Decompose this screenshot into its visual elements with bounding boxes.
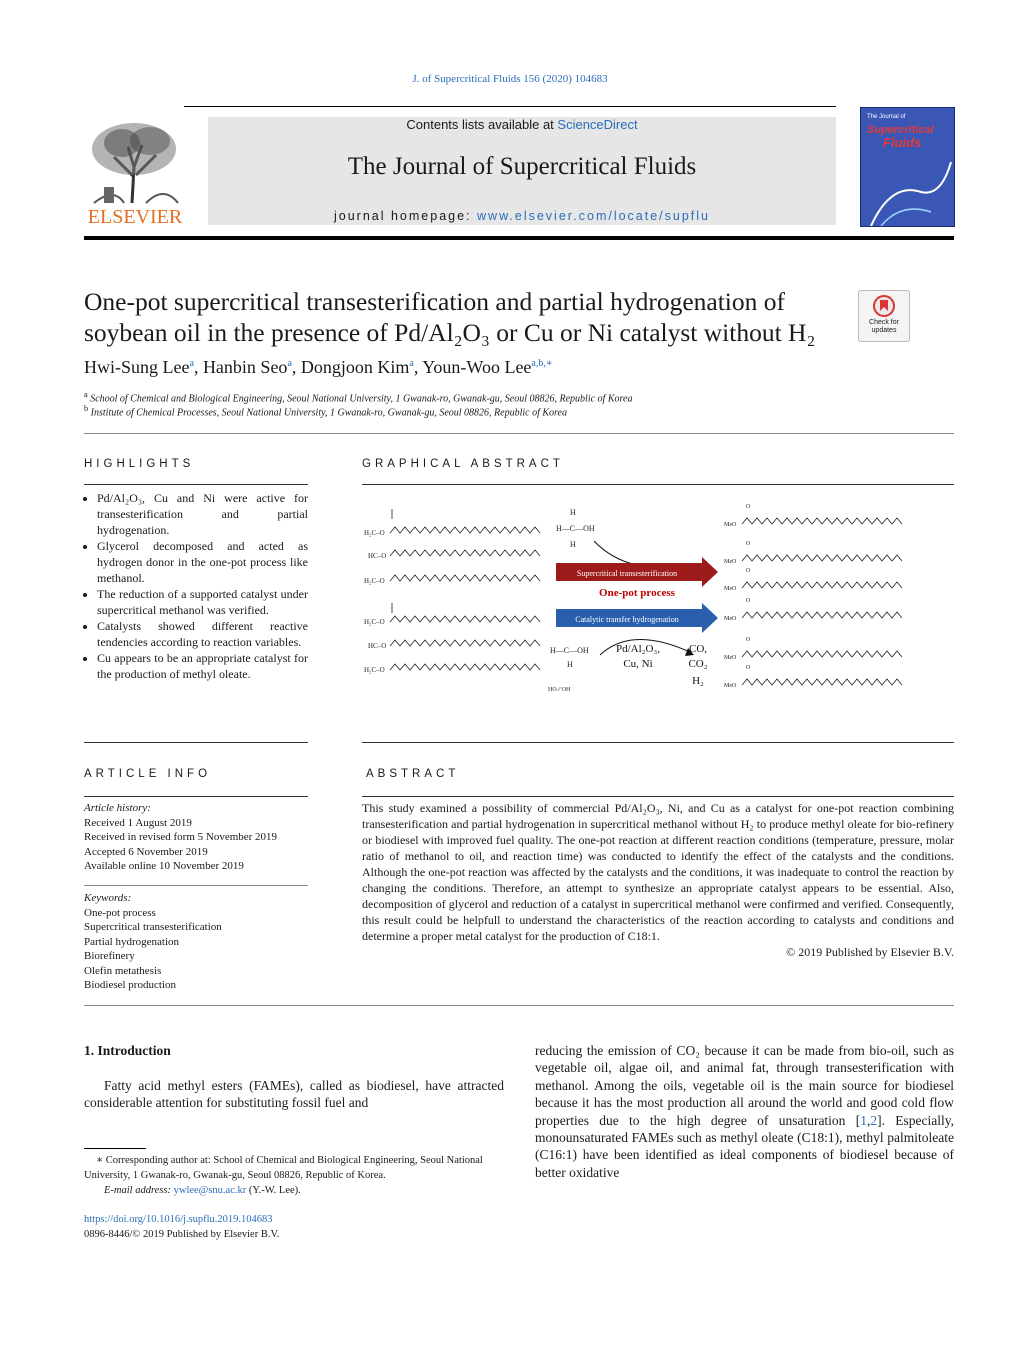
abstract-text: This study examined a possibility of commercial Pd/Al₂O₃, Ni, and Cu as a catalyst for one-pot reaction combining transesterification and partial hydrogenation in supercritical methanol without H₂ to produce methyl oleate for bio-refinery or biodiesel with improved fuel quality. The one-pot reaction at different reaction conditions (temperature, pressure, molar ratio of methanol to oil, and reaction time) was conducted to identify the effect of the catalysts and the conditions. Although the one-pot reaction was affected by the catalysts and the conditions, it was inadequate to control the reaction by changing the conditions. Therefore, an attempt to synthesize an appropriate catalyst appears to be essential. Also, decomposition of glycerol and reduction of a catalyst in supercritical methanol were confirmed and verified. Consequently, this result could be helpfull to understand the characteristics of the reaction according to catalysts and conditions and determine a proper metal catalyst for the production of C18:1. — [362, 801, 954, 943]
fame-label: MeO — [724, 616, 737, 622]
fame-chain — [742, 651, 902, 657]
fatty-chain — [390, 640, 540, 646]
fame-chain — [742, 518, 902, 524]
meoh-h: H — [570, 508, 576, 517]
check-for-updates-badge[interactable] — [858, 290, 910, 342]
email-link[interactable]: ywlee@snu.ac.kr — [173, 1185, 247, 1196]
glycerol-label: HO ⁄⁄ OH — [548, 687, 571, 693]
author-name[interactable]: Hanbin Seo — [202, 357, 288, 377]
history-item: Accepted 6 November 2019 — [84, 845, 208, 858]
journal-cover[interactable] — [860, 107, 955, 227]
author-affil-sup[interactable]: a — [287, 358, 292, 369]
title-line-2: soybean oil in the presence of Pd/Al₂O₃ or Cu or Ni catalyst without H₂ — [84, 318, 816, 347]
title-line-1: One-pot supercritical transesterification and partial hydrogenation of — [84, 287, 785, 316]
fame-label: MeO — [724, 559, 737, 565]
divider — [362, 484, 954, 485]
crossmark-line-1: Check for — [869, 319, 899, 326]
contents-prefix: Contents lists available at — [406, 117, 558, 132]
graphical-abstract-figure[interactable] — [362, 495, 954, 700]
carbonyl-o: O — [746, 504, 751, 510]
fatty-chain — [390, 616, 540, 622]
h-oh-formula: H—C—OH — [550, 646, 589, 655]
issn-line: 0896-8446/© 2019 Published by Elsevier B.V. — [84, 1229, 280, 1240]
author-name[interactable]: Hwi-Sung Lee — [84, 357, 190, 377]
history-item: Available online 10 November 2019 — [84, 860, 244, 872]
doi-block — [84, 1212, 504, 1242]
history-item: Received in revised form 5 November 2019 — [84, 831, 278, 843]
corresponding-footnote — [84, 1153, 504, 1198]
tg-label: H₂C–O — [364, 577, 385, 585]
citation-line[interactable]: J. of Supercritical Fluids 156 (2020) 104683 — [412, 73, 608, 85]
divider — [84, 433, 954, 434]
carbonyl-o: O — [746, 665, 751, 671]
intro-right-text — [535, 1042, 954, 1181]
affiliation-sup: b — [84, 404, 89, 413]
homepage-prefix: journal homepage: — [333, 209, 478, 223]
tg-label: H₂C–O — [364, 618, 385, 626]
fame-chain — [742, 582, 902, 588]
catalyst-label: Pd/Al₂O₃, — [615, 643, 661, 655]
fatty-chain — [390, 550, 540, 556]
highlights-heading: HIGHLIGHTS — [84, 458, 195, 470]
catalyst-label: Cu, Ni — [623, 658, 653, 670]
keyword: Biorefinery — [84, 950, 135, 962]
carbonyl-o: O — [746, 598, 751, 604]
article-title — [84, 286, 844, 348]
intro-text-part: reducing the emission of CO₂ because it can be made from bio-oil, such as vegetable oil, algae oil, and animal fat, through transesterification with methanol. Among the oils, vegetable oil is the main source for biodiesel because it has the most production all around the world and good cold flow properties due to the high degree of unsaturation [ — [535, 1043, 954, 1128]
journal-title: The Journal of Supercritical Fluids — [347, 153, 697, 180]
homepage-link[interactable]: www.elsevier.com/locate/supflu — [477, 209, 711, 223]
sciencedirect-link[interactable]: ScienceDirect — [557, 117, 638, 132]
ref-link[interactable]: 1 — [860, 1112, 867, 1128]
fame-label: MeO — [724, 683, 737, 689]
author-name[interactable]: Youn-Woo Lee — [422, 357, 532, 377]
carbonyl-o: O — [746, 637, 751, 643]
email-label: E-mail address: — [104, 1185, 174, 1196]
keyword: Biodiesel production — [84, 979, 176, 991]
divider — [362, 742, 954, 743]
abstract-heading: ABSTRACT — [366, 768, 460, 780]
article-info-heading: ARTICLE INFO — [84, 768, 212, 780]
divider — [84, 742, 308, 743]
author-name[interactable]: Dongjoon Kim — [300, 357, 410, 377]
carbonyl-o: O — [746, 568, 751, 574]
email-suffix: (Y.-W. Lee). — [246, 1185, 301, 1196]
tg-label: H₂C–O — [364, 529, 385, 537]
affiliation-sup: a — [84, 390, 88, 399]
crossmark-line-2: updates — [871, 327, 897, 334]
article-history — [84, 801, 277, 874]
one-pot-label: One-pot process — [599, 587, 675, 599]
ref-separator: , — [866, 1112, 871, 1128]
h-atom: H — [567, 660, 573, 669]
divider — [84, 796, 308, 797]
gas-label: H₂ — [692, 675, 704, 687]
footnote-rule — [84, 1148, 146, 1149]
intro-left-text: Fatty acid methyl esters (FAMEs), called as biodiesel, have attracted considerable attention for substituting fossil fuel and — [84, 1078, 504, 1111]
fame-label: MeO — [724, 655, 737, 661]
fatty-chain — [390, 664, 540, 670]
author-affil-sup[interactable]: a — [189, 358, 194, 369]
divider — [84, 885, 308, 886]
meoh-formula: H—C—OH — [556, 524, 595, 533]
affiliation-a — [84, 390, 632, 404]
tg-label: HC–O — [368, 552, 387, 560]
hydrogenation-label: Catalytic transfer hydrogenation — [575, 615, 679, 624]
fame-labels — [724, 522, 737, 689]
affiliation-b — [84, 404, 567, 418]
tg-label: HC–O — [368, 642, 387, 650]
fame-label: MeO — [724, 522, 737, 528]
fame-label: MeO — [724, 586, 737, 592]
intro-text-part: ]. Especially, monounsaturated FAMEs such as methyl oleate (C18:1), methyl palmitoleate (C16:1) have been identified as ideal components of biodiesel because of better oxidative — [535, 1112, 954, 1180]
divider — [84, 484, 308, 485]
triglyceride-labels — [364, 529, 386, 674]
fame-chains — [742, 518, 902, 685]
journal-homepage — [208, 209, 836, 223]
highlight-item: • Catalysts showed different reactive tendencies according to reaction variables. — [97, 618, 308, 650]
abstract-body — [362, 800, 954, 960]
cover-subtitle: The Journal of — [867, 114, 906, 120]
gas-label: CO, — [688, 643, 708, 655]
fame-chain — [742, 555, 902, 561]
keyword: Supercritical transesterification — [84, 921, 222, 933]
abstract-copyright: © 2019 Published by Elsevier B.V. — [786, 945, 954, 959]
author-affil-sup[interactable]: a — [409, 358, 414, 369]
highlights-list — [84, 490, 308, 682]
header-thick-rule — [84, 236, 954, 240]
highlight-item: • Pd/Al₂O₃, Cu and Ni were active for transesterification and partial hydrogenation. — [97, 490, 308, 538]
affiliation-text: School of Chemical and Biological Engineering, Seoul National University, 1 Gwanak-ro, Gwanak-gu, Seoul 08826, Republic of Korea — [90, 393, 633, 405]
fatty-chain — [390, 527, 540, 533]
fame-chain — [742, 679, 902, 685]
elsevier-wordmark: ELSEVIER — [87, 206, 183, 228]
highlight-item: • The reduction of a supported catalyst under supercritical methanol was verified. — [97, 586, 308, 618]
contents-line — [208, 117, 836, 132]
divider — [362, 796, 954, 797]
transesterification-label: Supercritical transesterification — [576, 569, 678, 578]
cover-title-2: Fluids — [883, 135, 922, 150]
cover-title-1: Supercritical — [867, 124, 934, 136]
author-affil-sup[interactable]: a,b,∗ — [531, 358, 553, 369]
corresponding-text: ∗ Corresponding author at: School of Chemical and Biological Engineering, Seoul National University, 1 Gwanak-ro, Gwanak-gu, Seoul 08826, Republic of Korea. — [84, 1155, 483, 1181]
divider — [84, 1005, 954, 1006]
email-line — [84, 1183, 504, 1198]
section-heading-introduction: 1. Introduction — [84, 1043, 171, 1058]
highlight-item: • Glycerol decomposed and acted as hydrogen donor in the one-pot process like methanol. — [97, 538, 308, 586]
keyword: One-pot process — [84, 906, 156, 919]
top-rule — [184, 106, 836, 107]
methanol-structure — [556, 508, 595, 549]
history-item: Received 1 August 2019 — [84, 816, 192, 829]
carbonyl-o: O — [746, 541, 751, 547]
meoh-h: H — [570, 540, 576, 549]
doi-link[interactable]: https://doi.org/10.1016/j.supflu.2019.104683 — [84, 1214, 273, 1225]
keyword: Partial hydrogenation — [84, 935, 180, 948]
graphical-abstract-heading: GRAPHICAL ABSTRACT — [362, 458, 564, 470]
gas-label: CO₂ — [688, 658, 708, 670]
keywords-label: Keywords: — [84, 892, 132, 904]
cover-art — [861, 152, 954, 226]
highlight-item: • Cu appears to be an appropriate catalyst for the production of methyl oleate. — [97, 650, 308, 682]
tg-label: H₂C–O — [364, 666, 385, 674]
ref-link[interactable]: 2 — [870, 1112, 878, 1128]
fatty-chain — [390, 575, 540, 581]
fame-chain — [742, 612, 902, 618]
keywords — [84, 891, 222, 993]
affiliation-text: Institute of Chemical Processes, Seoul National University, 1 Gwanak-ro, Gwanak-gu, Seoul 08826, Republic of Korea — [90, 407, 567, 419]
crossmark-icon — [873, 295, 895, 317]
author-list: Hwi-Sung Lee$^a$, Hanbin Seo$^a$, Dongjoon Kim$^a$, Youn-Woo Lee$^{a,b,∗}$ — [84, 357, 553, 377]
keyword: Olefin metathesis — [84, 964, 162, 977]
history-label: Article history: — [84, 802, 151, 814]
triglyceride-chains — [390, 509, 540, 670]
